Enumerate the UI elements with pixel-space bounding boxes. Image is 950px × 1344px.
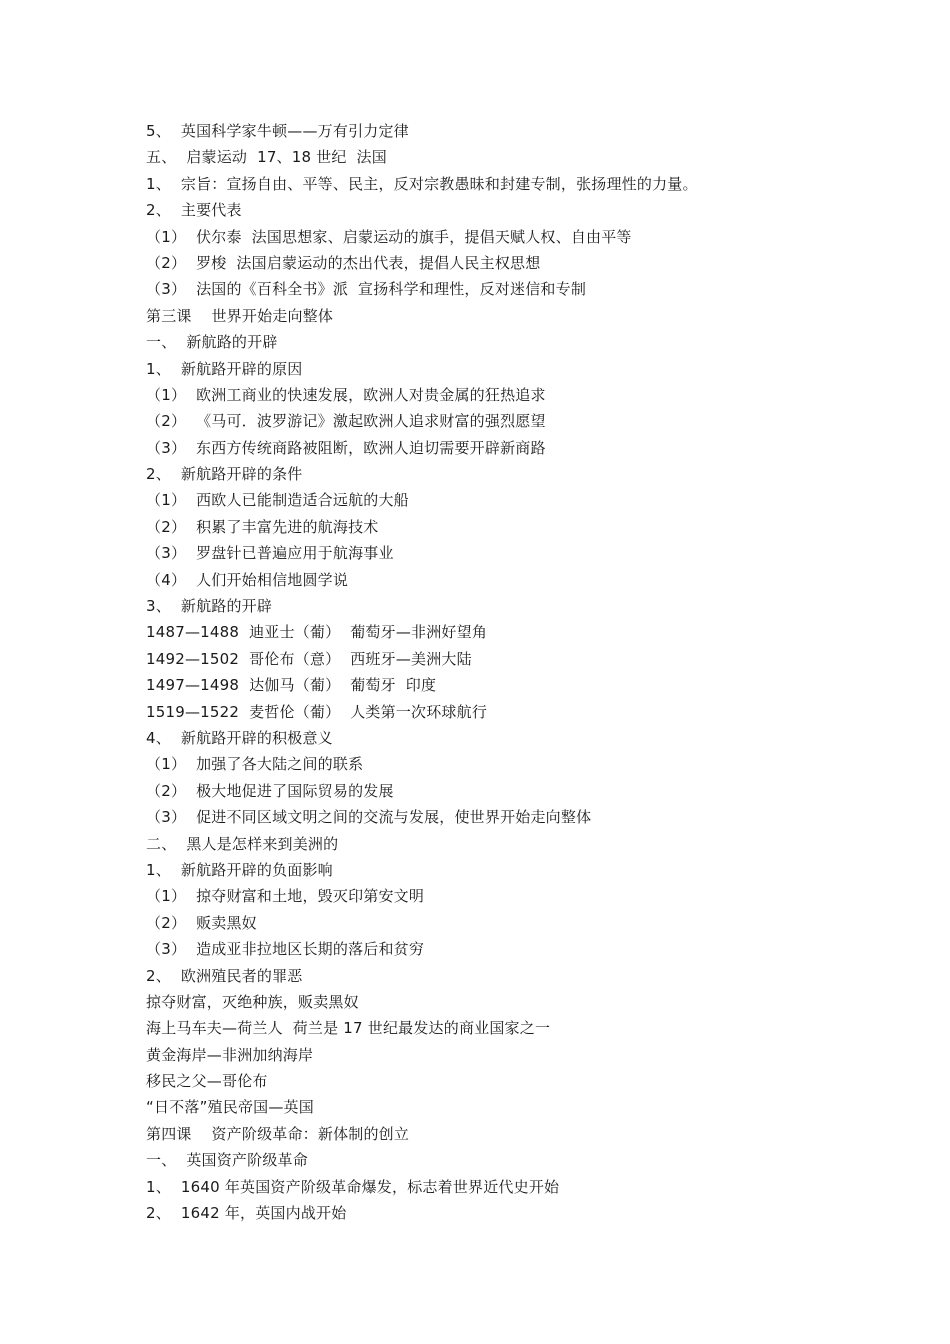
section-heading: 二、 黑人是怎样来到美洲的 xyxy=(146,834,339,853)
voyage-entry: 1497—1498 达伽马（葡） 葡萄牙 印度 xyxy=(146,676,437,695)
text-line: 掠夺财富，灭绝种族，贩卖黑奴 xyxy=(146,992,359,1011)
text-line: 4、 新航路开辟的积极意义 xyxy=(146,728,333,747)
list-item: （3） 法国的《百科全书》派 宣扬科学和理性，反对迷信和专制 xyxy=(146,280,587,299)
list-item: （1） 伏尔泰 法国思想家、启蒙运动的旗手，提倡天赋人权、自由平等 xyxy=(146,227,632,246)
text-line: 1、 宗旨：宣扬自由、平等、民主，反对宗教愚昧和封建专制，张扬理性的力量。 xyxy=(146,174,698,193)
list-item: （2） 极大地促进了国际贸易的发展 xyxy=(146,781,394,800)
voyage-entry: 1519—1522 麦哲伦（葡） 人类第一次环球航行 xyxy=(146,702,488,721)
section-heading: 五、 启蒙运动 17、18 世纪 法国 xyxy=(146,148,387,167)
text-line: 2、 主要代表 xyxy=(146,201,242,220)
list-item: （2） 贩卖黑奴 xyxy=(146,913,257,932)
text-line: 2、 1642 年，英国内战开始 xyxy=(146,1204,347,1223)
list-item: （1） 加强了各大陆之间的联系 xyxy=(146,755,364,774)
list-item: （1） 欧洲工商业的快速发展，欧洲人对贵金属的狂热追求 xyxy=(146,385,546,404)
section-heading: 一、 新航路的开辟 xyxy=(146,333,278,352)
text-line: 2、 欧洲殖民者的罪恶 xyxy=(146,966,303,985)
list-item: （1） 掠夺财富和土地，毁灭印第安文明 xyxy=(146,887,425,906)
voyage-entry: 1487—1488 迪亚士（葡） 葡萄牙—非洲好望角 xyxy=(146,623,488,642)
list-item: （3） 罗盘针已普遍应用于航海事业 xyxy=(146,544,394,563)
lesson-heading: 第三课 世界开始走向整体 xyxy=(146,306,334,325)
text-line: 1、 新航路开辟的负面影响 xyxy=(146,860,333,879)
document-body xyxy=(146,118,906,1226)
list-item: （2） 积累了丰富先进的航海技术 xyxy=(146,517,379,536)
list-item: （3） 促进不同区域文明之间的交流与发展，使世界开始走向整体 xyxy=(146,808,592,827)
text-line: 黄金海岸—非洲加纳海岸 xyxy=(146,1045,314,1064)
text-line: 3、 新航路的开辟 xyxy=(146,597,273,616)
text-line: 1、 新航路开辟的原因 xyxy=(146,359,303,378)
text-line: “日不落”殖民帝国—英国 xyxy=(146,1098,314,1117)
list-item: （1） 西欧人已能制造适合远航的大船 xyxy=(146,491,409,510)
text-line: 2、 新航路开辟的条件 xyxy=(146,465,303,484)
text-line: 1、 1640 年英国资产阶级革命爆发，标志着世界近代史开始 xyxy=(146,1177,560,1196)
lesson-heading: 第四课 资产阶级革命：新体制的创立 xyxy=(146,1124,410,1143)
text-line: 5、 英国科学家牛顿——万有引力定律 xyxy=(146,122,409,140)
list-item: （3） 造成亚非拉地区长期的落后和贫穷 xyxy=(146,940,425,959)
voyage-entry: 1492—1502 哥伦布（意） 西班牙—美洲大陆 xyxy=(146,649,472,668)
section-heading: 一、 英国资产阶级革命 xyxy=(146,1151,308,1170)
text-line: 移民之父—哥伦布 xyxy=(146,1072,268,1091)
list-item: （2） 《马可．波罗游记》激起欧洲人追求财富的强烈愿望 xyxy=(146,412,546,431)
list-item: （2） 罗梭 法国启蒙运动的杰出代表，提倡人民主权思想 xyxy=(146,253,541,272)
list-item: （3） 东西方传统商路被阻断，欧洲人迫切需要开辟新商路 xyxy=(146,438,546,457)
text-line: 海上马车夫—荷兰人 荷兰是 17 世纪最发达的商业国家之一 xyxy=(146,1019,551,1038)
list-item: （4） 人们开始相信地圆学说 xyxy=(146,570,349,589)
